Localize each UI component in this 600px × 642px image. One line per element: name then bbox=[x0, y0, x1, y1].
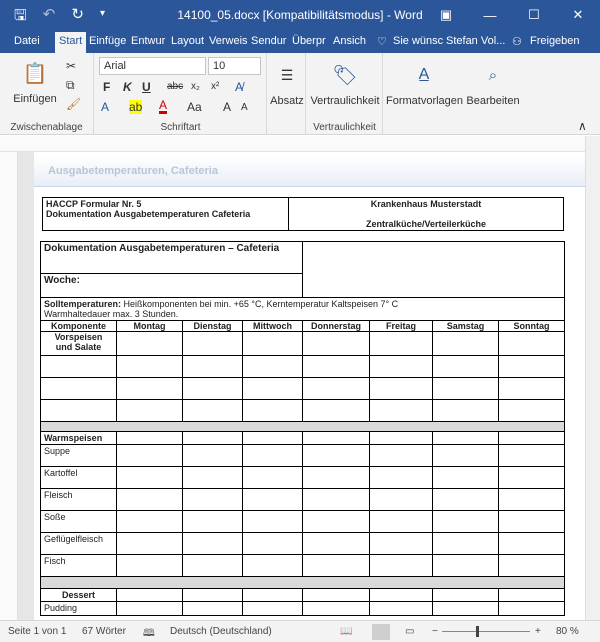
zoom-thumb[interactable] bbox=[476, 626, 479, 637]
document-page[interactable] bbox=[34, 152, 585, 620]
tab-layout[interactable]: Layout bbox=[171, 35, 205, 47]
tag-icon: 🏷 bbox=[332, 64, 358, 87]
table-row bbox=[41, 332, 565, 356]
strikethrough-button[interactable]: abc bbox=[167, 81, 184, 92]
redo-icon[interactable]: ↻ bbox=[71, 6, 84, 23]
horizontal-ruler bbox=[0, 136, 585, 152]
table-row bbox=[41, 589, 565, 602]
font-size-combo[interactable]: 10 bbox=[208, 57, 261, 75]
proofing-icon[interactable]: 🕮 bbox=[143, 628, 155, 639]
page-header bbox=[34, 155, 585, 187]
section-warmspeisen: Warmspeisen bbox=[41, 432, 117, 445]
confidentiality-group bbox=[307, 53, 383, 135]
clipboard-group bbox=[0, 53, 94, 135]
italic-button[interactable]: K bbox=[123, 80, 132, 94]
doc-title-cell: Dokumentation Ausgabetemperaturen – Cafeteria bbox=[41, 242, 303, 274]
table-row bbox=[41, 489, 565, 511]
paste-button[interactable]: 📋 Einfügen bbox=[10, 59, 60, 105]
section-vorspeisen: Vorspeisen und Salate bbox=[41, 332, 117, 356]
table-row bbox=[41, 511, 565, 533]
zoom-slider[interactable] bbox=[442, 631, 530, 632]
ribbon-display-icon[interactable]: ▣ bbox=[439, 7, 453, 22]
target-temp-cell: Solltemperaturen: Heißkomponenten bei min. +65 °C, Kerntemperatur Kaltspeisen 7° C Warmhaltedauer max. 3 Stunden. bbox=[41, 298, 565, 321]
table-row bbox=[41, 356, 565, 378]
highlight-icon[interactable]: ab bbox=[129, 100, 143, 114]
cut-icon[interactable]: ✂ bbox=[66, 59, 77, 73]
clipboard-group-label: Zwischenablage bbox=[10, 122, 83, 133]
header-text: Ausgabetemperaturen, Cafeteria bbox=[48, 165, 218, 177]
language[interactable]: Deutsch (Deutschland) bbox=[170, 626, 272, 637]
item-label: Pudding bbox=[41, 602, 117, 616]
print-layout-icon[interactable] bbox=[372, 624, 390, 640]
person-icon: ⚇ bbox=[512, 36, 522, 48]
text-effects-icon[interactable]: A bbox=[101, 100, 110, 114]
vertical-ruler bbox=[0, 152, 18, 620]
table-row bbox=[41, 467, 565, 489]
editing-button[interactable]: ⌕ Bearbeiten bbox=[466, 61, 520, 107]
zoom-out-icon[interactable]: − bbox=[432, 626, 438, 637]
col-header: Freitag bbox=[370, 321, 433, 332]
table-row bbox=[41, 555, 565, 577]
read-mode-icon[interactable]: 📖 bbox=[340, 626, 353, 637]
document-area bbox=[18, 152, 585, 620]
tab-datei[interactable]: Datei bbox=[14, 35, 40, 47]
status-bar bbox=[0, 620, 600, 642]
ribbon bbox=[0, 53, 600, 135]
web-layout-icon[interactable]: ▭ bbox=[405, 626, 415, 637]
col-header: Mittwoch bbox=[243, 321, 303, 332]
shrink-font-icon[interactable]: A bbox=[241, 102, 248, 113]
window-title: 14100_05.docx [Kompatibilitätsmodus] - Word bbox=[177, 8, 423, 22]
paragraph-button[interactable]: ☰ Absatz bbox=[270, 61, 304, 107]
clipboard-icon: 📋 bbox=[22, 62, 48, 85]
subscript-button[interactable]: x₂ bbox=[191, 81, 200, 92]
separator-row bbox=[41, 577, 565, 589]
share-button[interactable]: Freigeben bbox=[530, 35, 580, 47]
user-name[interactable]: Stefan Vol... bbox=[446, 35, 506, 47]
col-header: Sonntag bbox=[499, 321, 565, 332]
styles-button[interactable]: A̲ Formatvorlagen bbox=[386, 61, 462, 107]
format-painter-icon[interactable]: 🖌 bbox=[66, 97, 82, 111]
lightbulb-icon: ♡ bbox=[377, 36, 387, 48]
form-header-table bbox=[42, 197, 564, 231]
tab-entwurf[interactable]: Entwur bbox=[131, 35, 166, 47]
item-label: Fisch bbox=[41, 555, 117, 577]
grow-font-icon[interactable]: A bbox=[223, 100, 232, 114]
underline-button[interactable]: U bbox=[142, 80, 151, 94]
copy-icon[interactable]: ⧉ bbox=[66, 78, 75, 92]
item-label: Fleisch bbox=[41, 489, 117, 511]
form-id-cell: HACCP Formular Nr. 5 Dokumentation Ausgabetemperaturen Cafeteria bbox=[43, 198, 289, 231]
zoom-level[interactable]: 80 % bbox=[556, 626, 579, 637]
col-header: Dienstag bbox=[183, 321, 243, 332]
item-label: Soße bbox=[41, 511, 117, 533]
font-name-combo[interactable]: Arial bbox=[99, 57, 206, 75]
ribbon-tabs bbox=[0, 30, 600, 53]
quick-access-dropdown-icon[interactable]: ▾ bbox=[99, 8, 105, 19]
font-group bbox=[95, 53, 267, 135]
superscript-button[interactable]: x² bbox=[211, 81, 220, 92]
paragraph-group bbox=[268, 53, 306, 135]
change-case-icon[interactable]: Aa bbox=[187, 100, 202, 114]
item-label: Suppe bbox=[41, 445, 117, 467]
font-group-label: Schriftart bbox=[160, 122, 201, 133]
styles-icon: A̲ bbox=[418, 66, 430, 83]
item-label: Kartoffel bbox=[41, 467, 117, 489]
save-icon[interactable]: 🖫 bbox=[14, 7, 27, 24]
clear-format-icon[interactable]: A̸ bbox=[235, 80, 244, 94]
vertical-scrollbar[interactable] bbox=[585, 136, 600, 620]
confidentiality-button[interactable]: 🏷 Vertraulichkeit bbox=[309, 61, 381, 107]
confidentiality-group-label: Vertraulichkeit bbox=[313, 122, 376, 133]
column-header-row bbox=[41, 321, 565, 332]
col-header: Komponente bbox=[41, 321, 117, 332]
search-icon: ⌕ bbox=[488, 66, 498, 84]
undo-icon[interactable]: ↶ bbox=[42, 6, 56, 23]
col-header: Samstag bbox=[433, 321, 499, 332]
col-header: Montag bbox=[117, 321, 183, 332]
doc-title-right-cell bbox=[303, 242, 565, 298]
table-row bbox=[41, 400, 565, 422]
week-cell[interactable]: Woche: bbox=[41, 274, 303, 298]
table-row bbox=[41, 533, 565, 555]
bold-button[interactable]: F bbox=[103, 80, 111, 94]
page-count[interactable]: Seite 1 von 1 bbox=[8, 626, 67, 637]
hospital-cell: Krankenhaus Musterstadt Zentralküche/Verteilerküche bbox=[289, 198, 564, 231]
item-label: Geflügelfleisch bbox=[41, 533, 117, 555]
font-color-icon[interactable]: A bbox=[159, 98, 168, 112]
tell-me-input[interactable]: Sie wünsc bbox=[393, 35, 444, 47]
col-header: Donnerstag bbox=[303, 321, 370, 332]
minimize-button[interactable]: — bbox=[483, 7, 497, 23]
paragraph-icon: ☰ bbox=[280, 66, 294, 83]
temperature-table[interactable] bbox=[40, 241, 565, 616]
table-row bbox=[41, 445, 565, 467]
table-row bbox=[41, 432, 565, 445]
collapse-ribbon-icon[interactable]: ∧ bbox=[578, 119, 587, 133]
section-dessert: Dessert bbox=[41, 589, 117, 602]
tab-verweise[interactable]: Verweis bbox=[209, 35, 248, 47]
tab-sendungen[interactable]: Sendur bbox=[251, 35, 287, 47]
tab-ueberpruefen[interactable]: Überpr bbox=[292, 35, 326, 47]
table-row bbox=[41, 602, 565, 616]
tab-ansicht[interactable]: Ansich bbox=[333, 35, 367, 47]
maximize-button[interactable]: ☐ bbox=[528, 7, 540, 22]
tab-start[interactable]: Start bbox=[55, 32, 86, 53]
separator-row bbox=[41, 422, 565, 432]
title-bar bbox=[0, 0, 600, 30]
table-row bbox=[41, 378, 565, 400]
word-count[interactable]: 67 Wörter bbox=[82, 626, 126, 637]
tab-einfuegen[interactable]: Einfüge bbox=[89, 35, 127, 47]
close-button[interactable]: ✕ bbox=[572, 7, 584, 22]
zoom-in-icon[interactable]: + bbox=[535, 626, 541, 637]
